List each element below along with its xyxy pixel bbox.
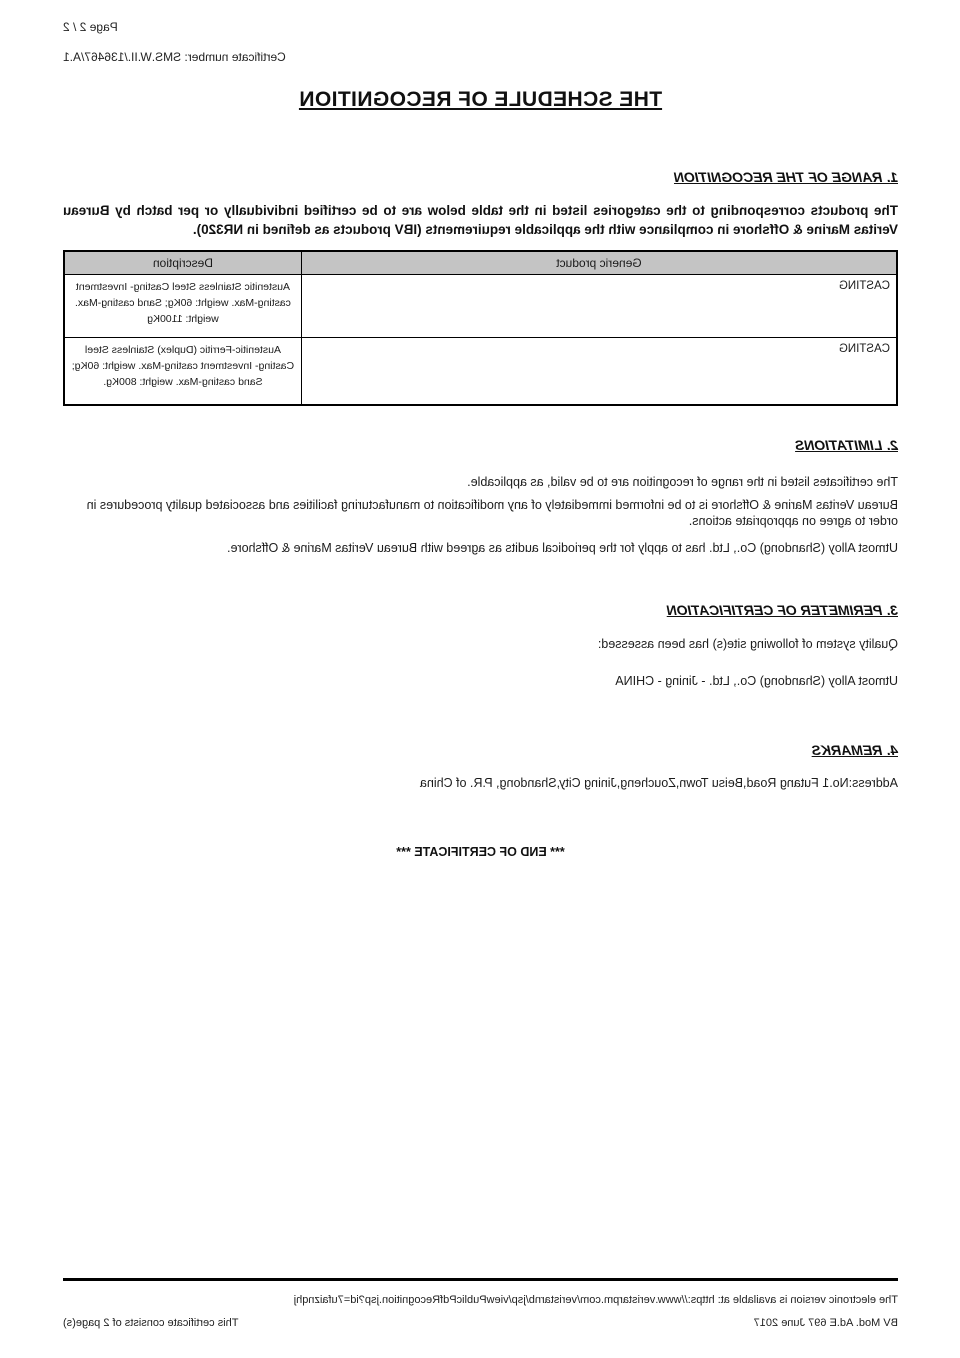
description-cell: Austenitic-Ferritic (Duplex) Stainless Steel Casting- Investment casting-Max. weight: 60Kg; Sand casting-Max. weight: 800Kg. — [64, 338, 301, 406]
limitation-paragraph: Bureau Veritas Marine & Offshore is to be informed immediately of any modification to manufacturing facilities and associated quality procedures in order to agree on appropriate actions. — [86, 498, 898, 528]
form-reference: BV Mod. Ad.E 697 June 2017 — [753, 1317, 898, 1329]
document-title: THE SCHEDULE OF RECOGNITION — [298, 88, 663, 111]
page-number-label: Page 2 / 2 — [63, 20, 118, 34]
limitation-paragraph: Utmost Alloy (Shandong) Co., Ltd. has to apply for the periodical audits as agreed with Bureau Veritas Marine & Offshore. — [227, 541, 898, 555]
range-description: The products corresponding to the categories listed in the table below are to be certified individually or per batch by Bureau Veritas Marine & Offshore in compliance with the applicable requirements (IBV products as defined in NR320). — [63, 203, 898, 237]
table-header-description: Description — [64, 251, 301, 275]
generic-product-cell: CASTING — [301, 275, 897, 338]
certificate-number-label: Certificate number: SMS.W.II./136467/A.1 — [63, 50, 286, 64]
footer-divider — [63, 1278, 898, 1281]
section-heading-remarks: 4. REMARKS — [811, 742, 898, 758]
table-header-generic-product: Generic product — [301, 251, 897, 275]
end-of-certificate-marker: *** END OF CERTIFICATE *** — [396, 845, 565, 859]
section-heading-limitations: 2. LIMITATIONS — [795, 437, 898, 453]
table-row — [64, 338, 897, 406]
table-header-row — [64, 251, 897, 275]
page-footer — [63, 1278, 898, 1329]
limitation-paragraph: The certificates listed in the range of recognition are to be valid, as applicable. — [467, 475, 898, 489]
description-cell: Austenitic Stainless Steel Casting- Investment casting-Max. weight: 60Kg; Sand casting-Max. weight: 1100Kg — [64, 275, 301, 338]
page-count-note: This certificate consists of 2 page(s) — [63, 1317, 239, 1329]
footer-bottom-row — [63, 1317, 898, 1329]
assessed-site: Utmost Alloy (Shandong) Co., Ltd. - Jining - CHINA — [615, 674, 898, 688]
generic-product-cell: CASTING — [301, 338, 897, 406]
table-row — [64, 275, 897, 338]
section-heading-perimeter: 3. PERIMETER OF CERTIFICATION — [666, 602, 898, 618]
recognition-table — [63, 250, 898, 406]
remarks-address: Address:No.1 Futang Road,Beisu Town,Zoucheng,Jining City,Shandong, P.R. of China — [419, 776, 898, 790]
electronic-version-note: The electronic version is available at: https://www.veristarpm.com/veristarnb/jsp/viewPublicPdfRecognition.jsp?id=7ufaiznqhj — [293, 1294, 898, 1306]
perimeter-intro: Quality system of following site(s) has been assessed: — [597, 637, 898, 651]
page-header — [63, 20, 898, 65]
section-heading-range: 1. RANGE OF THE RECOGNITION — [673, 169, 898, 185]
